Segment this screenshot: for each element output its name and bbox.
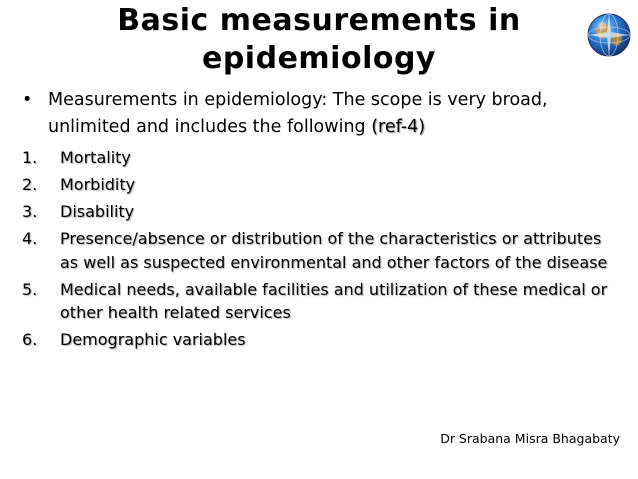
reference-tag: (ref-4) — [371, 117, 426, 137]
slide-title — [0, 2, 638, 78]
intro-bullet — [22, 87, 622, 141]
list-item — [22, 173, 622, 197]
list-item-text: Medical needs, available facilities and utilization of these medical or other health related services — [60, 279, 608, 322]
list-item-text: Presence/absence or distribution of the characteristics or attributes as well as suspected environmental and other factors of the disease — [60, 229, 608, 272]
list-item — [22, 146, 622, 170]
list-item-text: Demographic variables — [60, 330, 246, 349]
list-item-text: Morbidity — [60, 175, 136, 194]
list-item-text: Mortality — [60, 148, 131, 167]
list-item-number: 2. — [22, 175, 38, 194]
list-item-number: 5. — [22, 279, 38, 299]
list-item-number: 3. — [22, 202, 38, 221]
slide-title-line-2: epidemiology — [201, 41, 436, 76]
list-item-number: 6. — [22, 330, 38, 349]
intro-text: Measurements in epidemiology: The scope is very broad, unlimited and includes the following — [48, 90, 548, 137]
intro-text-block — [48, 87, 622, 141]
globe-icon — [586, 12, 632, 58]
list-item-text: Disability — [60, 202, 135, 221]
measurement-list — [22, 146, 622, 355]
author-credit: Dr Srabana Misra Bhagabaty — [440, 431, 620, 446]
list-item — [22, 278, 622, 325]
list-item — [22, 328, 622, 352]
list-item — [22, 200, 622, 224]
slide-title-line-1: Basic measurements in — [117, 3, 521, 38]
bullet-marker: • — [22, 90, 33, 110]
list-item — [22, 227, 622, 274]
list-item-number: 1. — [22, 148, 38, 167]
list-item-number: 4. — [22, 229, 38, 248]
